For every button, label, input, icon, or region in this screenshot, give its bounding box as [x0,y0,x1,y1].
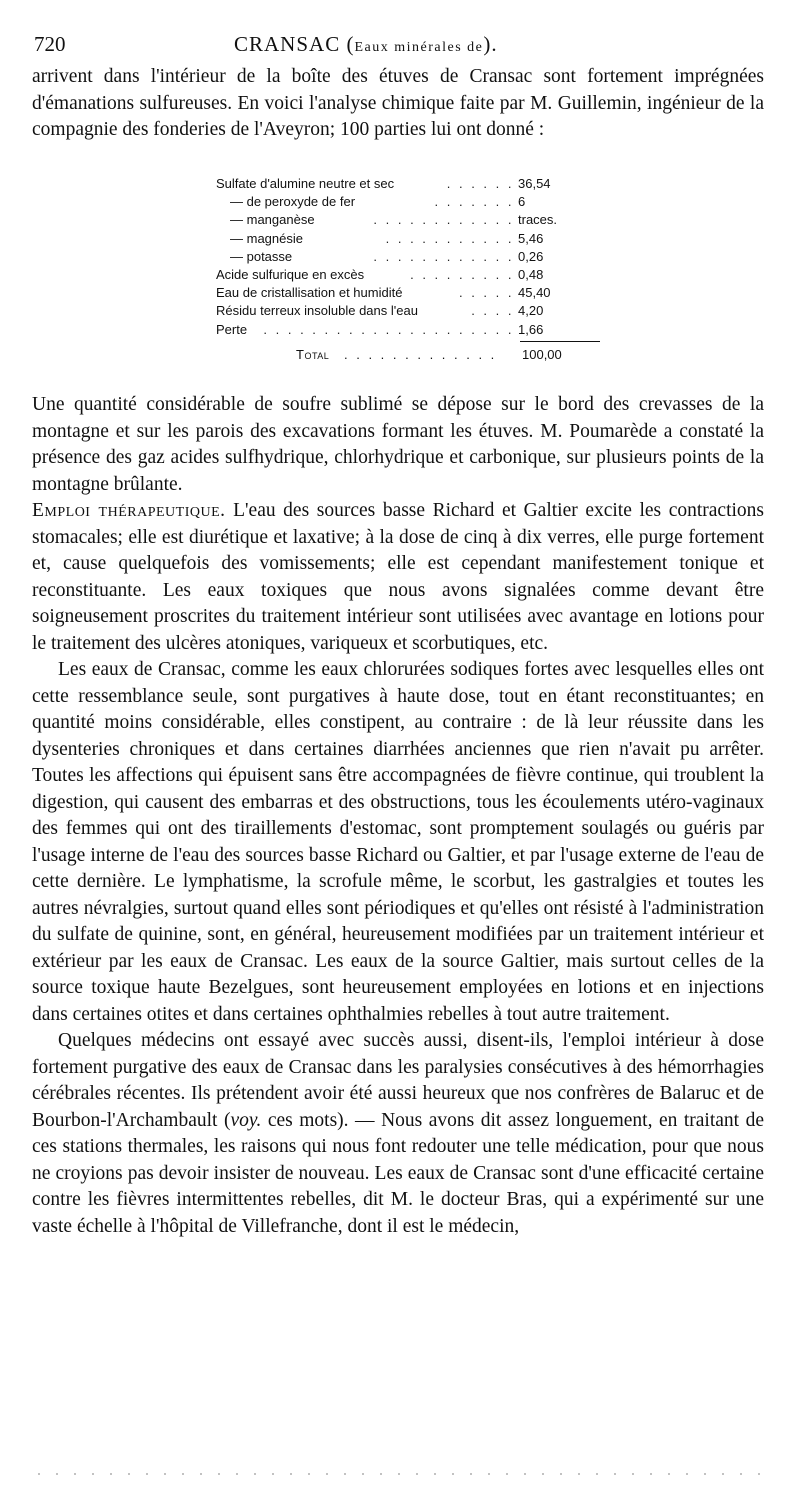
analysis-leader-dots: . . . . . . . . . . . . [373,212,514,228]
running-title-end: ). [483,32,498,56]
analysis-leader-dots: . . . . . . . [434,194,514,210]
analysis-label: — de peroxyde de fer [230,194,356,210]
analysis-row [216,193,600,211]
page-number: 720 [34,32,66,56]
therapeutic-use-text: L'eau des sources basse Richard et Galtier excite les contractions stomacales; elle est diurétique et laxative; à la dose de cinq à dix verres, elle purge fortement et, cause quelquefois des vomissements; elle est cependant manifestement tonique et reconstituante. Les eaux toxiques que nous avons signalées comme devant être soigneusement proscrites du traitement intérieur sont utilisées avec avantage en lotions pour le traitement des ulcères atoniques, variqueux et scorbutiques, etc. [32,500,764,654]
analysis-value: traces. [518,212,558,228]
paralysis-text-part-2: ces mots). — Nous avons dit assez longuement, en traitant de ces stations thermales, les raisons qui nous font redouter une telle médication, pour que nous ne croyions pas devoir insister de nouveau. Les eaux de Cransac sont d'une efficacité certaine contre les fièvres intermittentes rebelles, dit M. le docteur Bras, qui a expérimenté sur une vaste échelle à l'hôpital de Villefranche, dont il est le médecin, [32,1109,765,1237]
paragraph-paralysis-treatment [32,1028,764,1240]
analysis-label: — manganèse [230,212,315,228]
analysis-row [216,266,600,284]
analysis-value: 6 [518,194,526,210]
analysis-label: — potasse [230,248,293,264]
analysis-value: 1,66 [518,321,544,337]
therapeutic-use-heading: Emploi thérapeutique. [32,500,226,521]
analysis-value: 0,48 [518,266,544,282]
voy-italic: voy. [230,1109,262,1131]
analysis-row [216,321,600,339]
analysis-row [216,248,600,266]
analysis-total-row [216,345,600,365]
analysis-row [216,175,600,193]
analysis-leader-dots: . . . . . [458,285,514,301]
paragraph-sulphur-deposits: Une quantité considérable de soufre sublimé se dépose sur le bord des crevasses de la montagne et sur les parois des excavations formant les étuves. M. Poumarède a constaté la présence des gaz acides sulfhydrique, chlorhydrique et carbonique, sur plusieurs points de la montagne brûlante. [32,394,764,495]
page-header [34,32,764,62]
analysis-value: 36,54 [518,176,551,191]
paragraph-therapeutic-use [32,498,764,657]
analysis-label: Résidu terreux insoluble dans l'eau [216,303,418,319]
analysis-row [216,230,600,248]
analysis-value: 0,26 [518,248,544,264]
main-text-block [32,392,764,1240]
analysis-label: Eau de cristallisation et humidité [216,285,403,301]
analysis-label: Acide sulfurique en excès [216,266,365,282]
intro-paragraph: arrivent dans l'intérieur de la boîte des étuves de Cransac sont fortement imprégnées d'émanations sulfureuses. En voici l'analyse chimique faite par M. Guillemin, ingénieur de la compagnie des fonderies de l'Aveyron; 100 parties lui ont donné : [32,66,764,140]
intro-paragraph-block [32,64,764,144]
analysis-label: — magnésie [230,230,303,246]
paralysis-text-part-1: Quelques médecins ont essayé avec succès aussi, disent-ils, l'emploi intérieur à dose fortement purgative des eaux de Cransac dans les paralysies consécutives à des hémorrhagies cérébrales récentes. Ils prétendent avoir été aussi heureux que nos confrères de Balaruc et de Bourbon-l'Archambault ( [32,1030,764,1131]
analysis-leader-dots: . . . . . . . . . [410,266,514,282]
analysis-leader-dots: . . . . . . . . . . . . . . . . . . . . . [263,321,514,337]
analysis-leader-dots: . . . . . . . . . . . [385,230,514,246]
running-title-smallcaps: Eaux minérales de [354,40,484,55]
running-title [234,32,498,57]
analysis-row [216,284,600,302]
analysis-value: 45,40 [518,285,551,301]
analysis-value: 4,20 [518,303,544,319]
chemical-analysis-table [216,175,600,362]
analysis-value: 5,46 [518,230,544,246]
paragraph-purgative-effects: Les eaux de Cransac, comme les eaux chlorurées sodiques fortes avec lesquelles elles ont cette ressemblance seule, sont purgatives à haute dose, tout en étant reconstituantes; en quantité moins considérable, elles constipent, au contraire : de là leur réussite dans les dysenteries chroniques et dans certaines diarrhées anciennes que rien n'avait pu arrêter. Toutes les affections qui épuisent sans être accompagnées de fièvre continue, qui troublent la digestion, qui causent des embarras et des obstructions, tous les écoulements utéro-vaginaux des femmes qui ont des tiraillements d'estomac, sont promptement soulagés ou guéris par l'usage interne de l'eau des sources basse Richard ou Galtier, et par l'usage externe de l'eau de cette dernière. Le lymphatisme, la scrofule même, le scorbut, les gastralgies et toutes les autres névralgies, surtout quand elles sont périodiques et qu'elles ont résisté à l'administration du sulfate de quinine, sont, en général, heureusement modifiées par un traitement intérieur et extérieur par les eaux de Cransac. Les eaux de la source Galtier, mais surtout celles de la source toxique haute Bezelgues, sont heureusement employées en lotions et en injections dans certaines otites et dans certaines ophthalmies rebelles à tout autre traitement. [32,659,764,1025]
analysis-row [216,302,600,320]
analysis-leader-dots: . . . . . . . . . . . . [373,248,514,264]
analysis-label: Sulfate d'alumine neutre et sec [216,176,395,191]
analysis-row [216,211,600,229]
analysis-label: Perte [216,321,248,337]
total-rule [520,341,600,342]
analysis-leader-dots: . . . . . . [446,176,514,191]
total-label: Total [296,347,330,362]
running-title-main: CRANSAC ( [234,32,355,56]
scan-noise-dots [30,1470,770,1478]
total-value: 100,00 [522,347,562,362]
analysis-leader-dots: . . . . [471,303,514,319]
total-leader-dots: . . . . . . . . . . . . . [344,347,497,362]
